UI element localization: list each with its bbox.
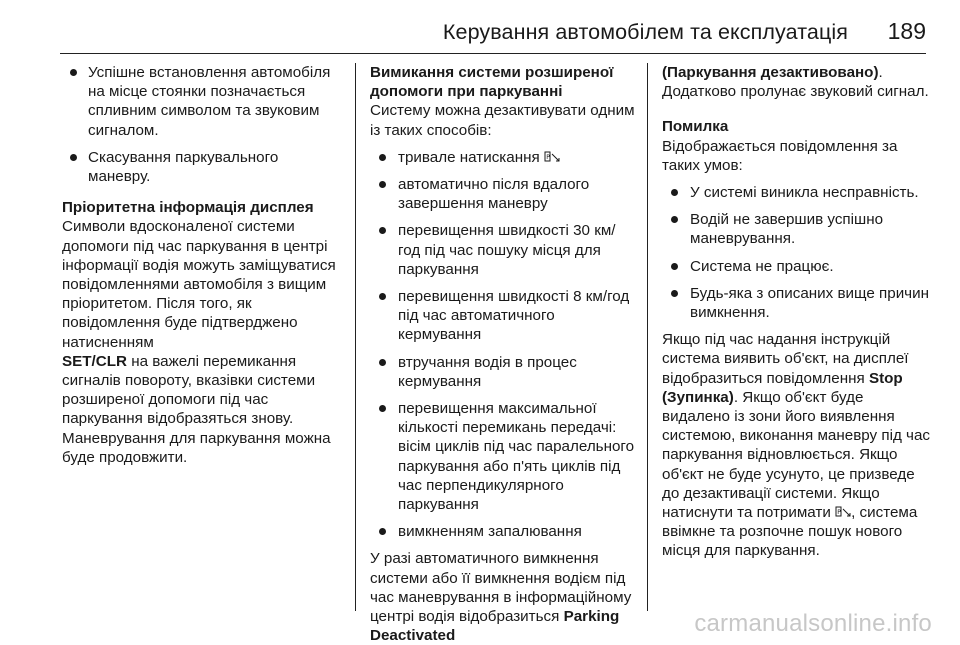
header-rule (60, 53, 926, 54)
list-item: перевищення швидкості 8 км/год під час автоматичного кермування (370, 287, 635, 345)
list-item: Скасування паркувального маневру. (62, 148, 344, 186)
bold-term: Stop (Зупинка) (662, 369, 903, 406)
park-assist-icon (544, 151, 560, 163)
column-3 (662, 63, 932, 561)
bullet-list (662, 183, 932, 322)
list-item: вимкненням запалювання (370, 522, 635, 541)
bullet-dot (379, 528, 386, 535)
list-item: перевищення максимальної кількості перемикань передачі: вісім циклів під час паралельного паркування або п'ять циклів під час перпендикулярного паркування (370, 399, 635, 514)
bullet-dot (671, 263, 678, 270)
bullet-dot (379, 293, 386, 300)
svg-text:P: P (837, 509, 841, 517)
column-divider-1 (355, 63, 356, 611)
column-divider-2 (647, 63, 648, 611)
list-item: автоматично після вдалого завершення маневру (370, 175, 635, 213)
bullet-dot (379, 154, 386, 161)
list-item: Водій не завершив успішно маневрування. (662, 210, 932, 248)
bullet-dot (70, 154, 77, 161)
running-header-title: Керування автомобілем та експлуатація (442, 20, 848, 44)
list-item: Система не працює. (662, 257, 932, 276)
section-heading: Помилка (662, 118, 729, 136)
bullet-list (370, 148, 635, 542)
watermark: carmanualsonline.info (694, 610, 932, 637)
svg-text:P: P (546, 153, 550, 161)
page-header (0, 0, 960, 58)
bullet-list (62, 63, 344, 186)
section-heading: Пріоритетна інформація дисплея (62, 199, 314, 217)
section-heading: Вимикання системи розширеної допомоги при паркуванні (370, 64, 614, 101)
paragraph: У разі автоматичного вимкнення системи або її вимкнення водієм під час маневрування в інформаційному центрі водія відобразиться Parking Deactivated (370, 550, 632, 645)
paragraph: Символи вдосконаленої системи допомоги під час паркування в центрі інформації водія можуть заміщуватися повідомленнями автомобіля з вищим пріоритетом. Після того, як повідомлення буде підтверджено натисненням SET/CLR на важелі перемикання сигналів повороту, вказівки системи розширеної допомоги під час паркування відобразяться знову. Маневрування для паркування можна буде продовжити. (62, 218, 336, 466)
list-item: Будь-яка з описаних вище причин вимкнення. (662, 284, 932, 322)
list-item: У системі виникла несправність. (662, 183, 932, 202)
bullet-dot (379, 227, 386, 234)
paragraph: Систему можна дезактивувати одним із таких способів: (370, 102, 635, 139)
bold-term: Parking Deactivated (370, 608, 620, 645)
bullet-dot (379, 181, 386, 188)
bullet-dot (671, 189, 678, 196)
column-1 (62, 63, 344, 467)
bold-term: (Паркування дезактивовано) (662, 64, 879, 81)
list-item: втручання водія в процес кермування (370, 353, 635, 391)
page-number: 189 (887, 18, 926, 44)
bullet-dot (379, 405, 386, 412)
paragraph: (Паркування дезактивовано). Додатково пролунає звуковий сигнал. (662, 64, 929, 101)
bold-term: SET/CLR (62, 352, 127, 370)
bullet-dot (70, 69, 77, 76)
park-assist-icon (835, 506, 851, 518)
bullet-dot (379, 359, 386, 366)
paragraph: Якщо під час надання інструкцій система виявить об'єкт, на дисплеї відобразиться повідомлення Stop (Зупинка). Якщо об'єкт буде видалено із зони його виявлення системою, виконання маневру під час паркування відновлюється. Якщо об'єкт не буде усунуто, це призведе до дезактивації системи. Якщо натиснути та потримати P , система ввімкне та розпочне пошук нового місця для паркування. (662, 331, 930, 560)
paragraph: Відображається повідомлення за таких умов: (662, 137, 898, 174)
bullet-dot (671, 290, 678, 297)
list-item: Успішне встановлення автомобіля на місце стоянки позначається спливним символом та звуковим сигналом. (62, 63, 344, 140)
list-item: перевищення швидкості 30 км/год під час пошуку місця для паркування (370, 221, 635, 279)
column-2 (370, 63, 635, 645)
list-item: тривале натискання P (370, 148, 635, 167)
bullet-dot (671, 216, 678, 223)
